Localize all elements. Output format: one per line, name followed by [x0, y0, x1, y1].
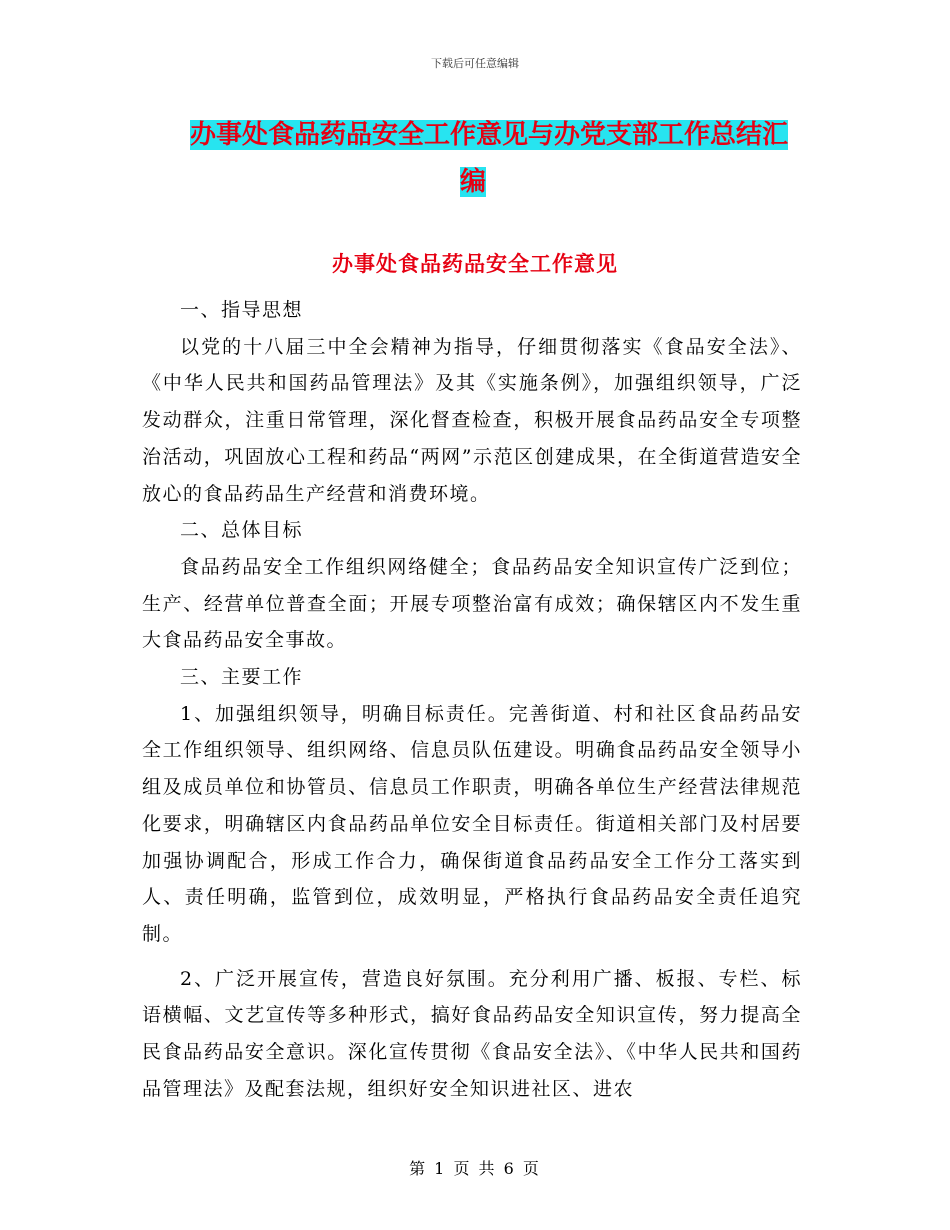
main-title-line1: 办事处食品药品安全工作意见与办党支部工作总结汇 — [190, 120, 789, 150]
paragraph-guiding-ideology: 以党的十八届三中全会精神为指导，仔细贯彻落实《食品安全法》、《中华人民共和国药品管理法》及其《实施条例》，加强组织领导，广泛发动群众，注重日常管理，深化督查检查，积极开展食品药品安全专项整治活动，巩固放心工程和药品“两网”示范区创建成果，在全街道营造安全放心的食品药品生产经营和消费环境。 — [142, 335, 802, 505]
heading-main-work: 三、主要工作 — [180, 666, 304, 689]
header-note: 下载后可任意编辑 — [431, 57, 519, 70]
document-body — [142, 292, 802, 1107]
paragraph-work-item-1: 1、加强组织领导，明确目标责任。完善街道、村和社区食品药品安全工作组织领导、组织网络、信息员队伍建设。明确食品药品安全领导小组及成员单位和协管员、信息员工作职责，明确各单位生产经营法律规范化要求，明确辖区内食品药品单位安全目标责任。街道相关部门及村居要加强协调配合，形成工作合力，确保街道食品药品安全工作分工落实到人、责任明确，监管到位，成效明显，严格执行食品药品安全责任追究制。 — [142, 702, 802, 945]
heading-overall-goals: 二、总体目标 — [180, 519, 304, 542]
section-title: 办事处食品药品安全工作意见 — [332, 252, 618, 276]
main-title-line2: 编 — [460, 167, 487, 197]
paragraph-overall-goals: 食品药品安全工作组织网络健全；食品药品安全知识宣传广泛到位；生产、经营单位普查全面；开展专项整治富有成效；确保辖区内不发生重大食品药品安全事故。 — [142, 555, 802, 652]
paragraph-work-item-2: 2、广泛开展宣传，营造良好氛围。充分利用广播、板报、专栏、标语横幅、文艺宣传等多种形式，搞好食品药品安全知识宣传，努力提高全民食品药品安全意识。深化宣传贯彻《食品安全法》、《中华人民共和国药品管理法》及配套法规，组织好安全知识进社区、进农 — [142, 967, 802, 1100]
main-title — [190, 112, 810, 206]
heading-guiding-ideology: 一、指导思想 — [180, 299, 304, 321]
page-footer: 第 1 页 共 6 页 — [409, 1159, 541, 1178]
